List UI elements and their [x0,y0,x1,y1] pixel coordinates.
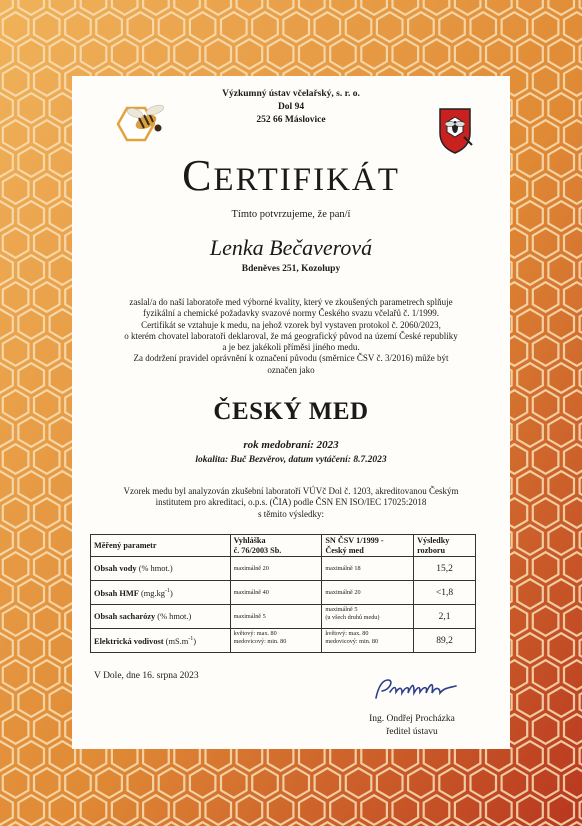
results-table [90,534,476,653]
param-cell [91,605,231,629]
institute-city: 252 66 Máslovice [256,115,326,125]
body-line: zaslal/a do naší laboratoře med výborné kvality, který ve zkoušených parametrech splňuje [129,297,453,307]
institute-name: Výzkumný ústav včelařský, s. r. o. [222,89,360,99]
param-name: Obsah HMF [94,588,139,598]
limit-decree: maximálně 5 [230,605,322,629]
param-cell [91,629,231,653]
certificate-body [86,297,496,376]
confirm-text: Tímto potvrzujeme, že pan/í [231,209,351,220]
limit-decree: květový: max. 80 medovicový: min. 80 [230,629,322,653]
harvest-location: lokalita: Buč Bezvěrov, datum vytáčení: 8.7.2023 [195,455,387,465]
analysis-text [86,486,496,520]
param-unit-exponent: -1 [188,635,194,642]
param-unit-end: ) [193,636,197,646]
result-value: <1,8 [414,581,476,605]
recipient-address: Bdeněves 251, Kozolupy [241,264,341,274]
body-line: fyzikální a chemické požadavky svazové normy Českého svazu včelařů č. 1/1999. [143,308,439,319]
institute-street: Dol 94 [277,102,305,112]
analysis-line: Vzorek medu byl analyzován zkušební laboratoří VÚVč Dol č. 1203, akreditovanou Českým [123,486,459,496]
param-unit: (% hmot.) [155,612,192,621]
title-initial: C [182,151,214,200]
recipient-name: Lenka Bečaverová [209,235,373,260]
product-name: ČESKÝ MED [213,398,369,425]
table-row [91,629,476,653]
header-norm: SN ČSV 1/1999 - Český med [322,535,414,557]
param-cell [91,581,231,605]
param-unit-exponent: -1 [164,587,170,594]
param-name: Obsah vody [94,564,137,573]
param-unit-end: ) [169,588,173,598]
result-value: 89,2 [414,629,476,653]
param-name: Obsah sacharózy [94,612,156,621]
param-unit: (mS.m [163,636,189,646]
harvest-year: rok medobraní: 2023 [243,439,339,451]
certificate-title [80,150,502,206]
limit-decree: maximálně 40 [230,581,322,605]
table-row [91,605,476,629]
body-line: označen jako [267,364,315,375]
signer-role: ředitel ústavu [386,727,438,737]
limit-decree: maximálně 20 [230,557,322,581]
header-parameter: Měřený parametr [91,535,231,557]
param-name: Elektrická vodivost [94,636,164,646]
limit-norm: maximálně 5 (u všech druhů medu) [322,605,414,629]
body-line: o kterém chovatel laboratoři deklaroval, že má geografický původ na území České republiky [124,330,458,341]
result-value: 15,2 [414,557,476,581]
table-row [91,581,476,605]
param-cell [91,557,231,581]
param-unit: (% hmot.) [136,564,173,573]
place-date: V Dole, dne 16. srpna 2023 [94,671,199,681]
analysis-line: s těmito výsledky: [258,508,324,519]
title-rest: ERTIFIKÁT [213,162,400,198]
result-value: 2,1 [414,605,476,629]
institute-header [110,88,472,127]
body-line: Certifikát se vztahuje k medu, na jehož vzorek byl vystaven protokol č. 2060/2023, [141,319,441,330]
limit-norm: maximálně 18 [322,557,414,581]
limit-norm: květový: max. 80 medovicový: min. 80 [322,629,414,653]
header-results: Výsledky rozboru [414,535,476,557]
table-header-row [91,535,476,557]
header-decree: Vyhláška č. 76/2003 Sb. [230,535,322,557]
body-line: a je bez jakékoli příměsi jiného medu. [222,342,360,353]
param-unit: (mg.kg [138,588,165,598]
analysis-line: institutem pro akreditaci, o.p.s. (ČIA) podle ČSN EN ISO/IEC 17025:2018 [155,497,427,508]
table-row [91,557,476,581]
limit-norm: maximálně 20 [322,581,414,605]
signer-name: Ing. Ondřej Procházka [369,714,455,724]
body-line: Za dodržení pravidel oprávnění k označení původu (směrnice ČSV č. 3/2016) může být [133,353,449,364]
signer-block [332,713,492,739]
signature-image [370,674,470,704]
